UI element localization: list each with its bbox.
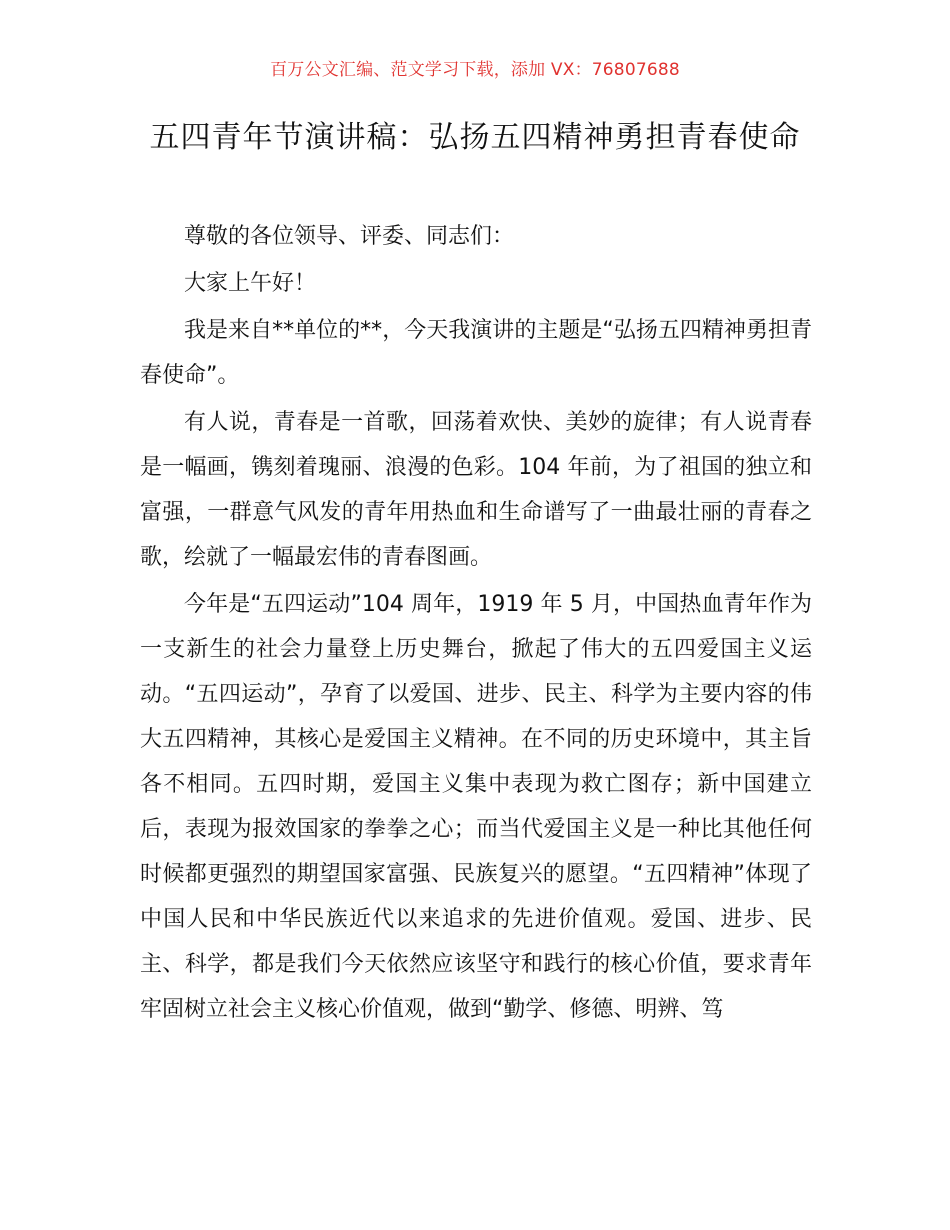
document-title: 五四青年节演讲稿：弘扬五四精神勇担青春使命 <box>149 120 801 155</box>
body-paragraph: 今年是“五四运动”104 周年，1919 年 5 月，中国热血青年作为一支新生的社会力量登上历史舞台，掀起了伟大的五四爱国主义运动。“五四运动”，孕育了以爱国、进步、民主、科学为主要内容的伟大五四精神，其核心是爱国主义精神。在不同的历史环境中，其主旨各不相同。五四时期，爱国主义集中表现为救亡图存；新中国建立后，表现为报效国家的拳拳之心；而当代爱国主义是一种比其他任何时候都更强烈的期望国家富强、民族复兴的愿望。“五四精神”体现了中国人民和中华民族近代以来追求的先进价值观。爱国、进步、民主、科学，都是我们今天依然应该坚守和践行的核心价值，要求青年牢固树立社会主义核心价值观，做到“勤学、修德、明辨、笃 <box>140 592 812 1022</box>
intro-paragraph: 我是来自**单位的**，今天我演讲的主题是“弘扬五四精神勇担青春使命”。 <box>140 318 812 388</box>
greeting-paragraph: 大家上午好！ <box>184 271 317 296</box>
document-body <box>140 214 812 1034</box>
header-banner: 百万公文汇编、范文学习下载，添加 VX：76807688 <box>270 60 680 80</box>
body-paragraph: 有人说，青春是一首歌，回荡着欢快、美妙的旋律；有人说青春是一幅画，镌刻着瑰丽、浪漫的色彩。104 年前，为了祖国的独立和富强，一群意气风发的青年用热血和生命谱写了一曲最壮丽的青春之歌，绘就了一幅最宏伟的青春图画。 <box>140 410 812 570</box>
salutation-paragraph: 尊敬的各位领导、评委、同志们： <box>184 224 515 249</box>
